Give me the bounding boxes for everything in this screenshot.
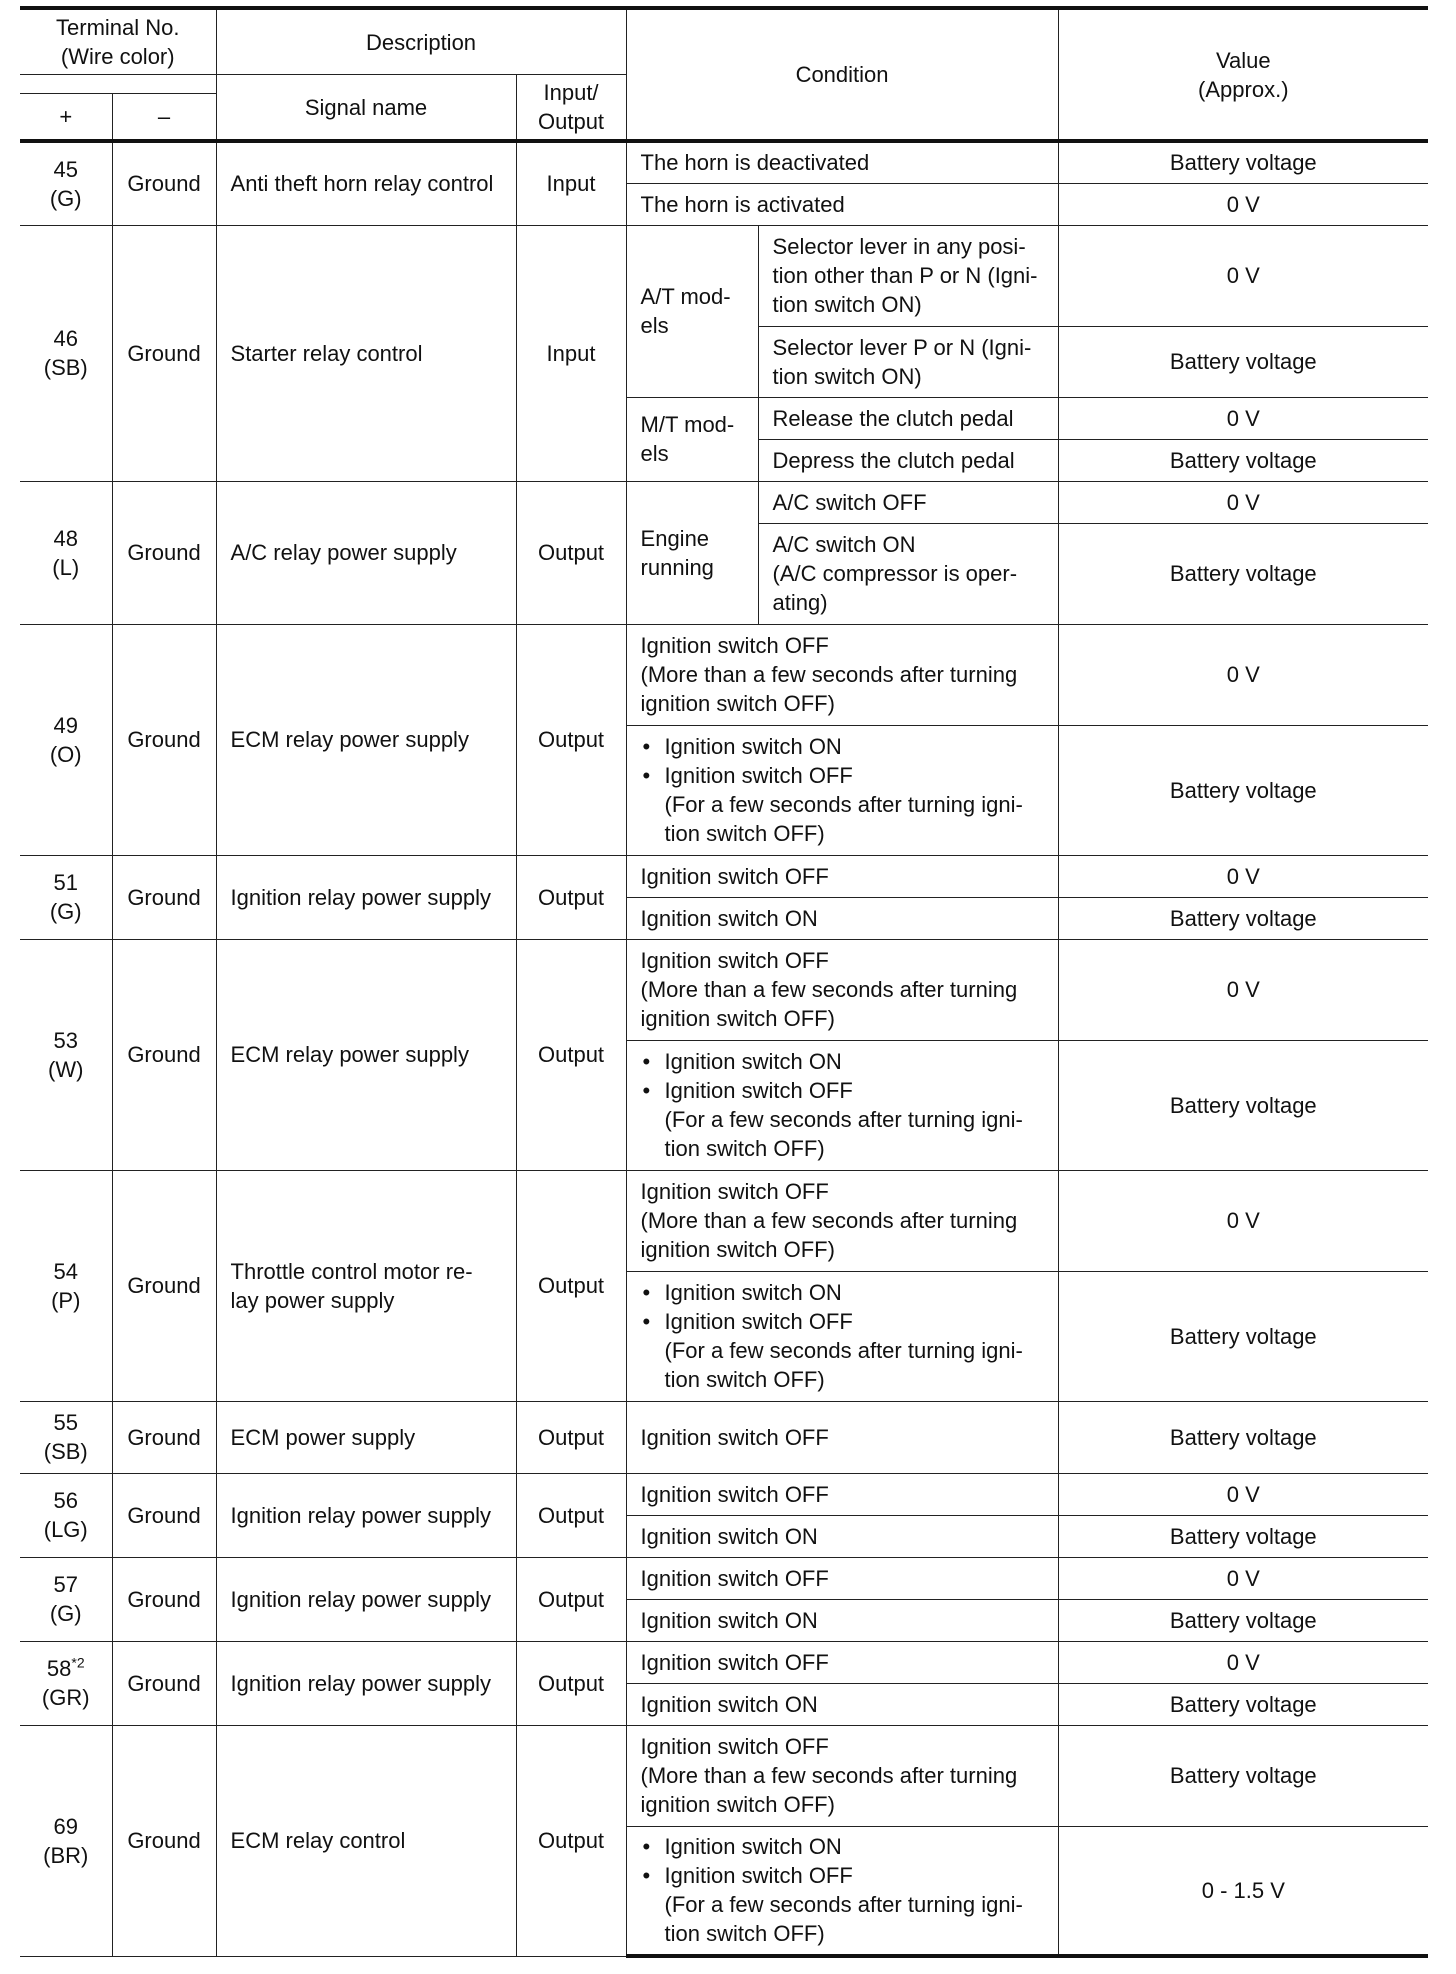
value-53-2: Battery voltage: [1058, 1040, 1428, 1170]
value-56-2: Battery voltage: [1058, 1515, 1428, 1557]
value-54-1: 0 V: [1058, 1170, 1428, 1271]
condition-46-mt-1: Release the clutch pedal: [758, 397, 1058, 439]
value-53-1: 0 V: [1058, 939, 1428, 1040]
terminal-49: 49 (O): [20, 624, 112, 855]
signal-51: Ignition relay power supply: [216, 855, 516, 939]
io-48: Output: [516, 481, 626, 624]
io-58: Output: [516, 1641, 626, 1725]
value-45-2: 0 V: [1058, 183, 1428, 225]
io-54: Output: [516, 1170, 626, 1401]
value-69-2: 0 - 1.5 V: [1058, 1826, 1428, 1956]
terminal-45: 45 (G): [20, 141, 112, 225]
value-46-2: Battery voltage: [1058, 326, 1428, 397]
mt-models-label: M/T mod- els: [626, 397, 758, 481]
condition-49-1: Ignition switch OFF (More than a few seconds after turning ignition switch OFF): [626, 624, 1058, 725]
condition-57-1: Ignition switch OFF: [626, 1557, 1058, 1599]
value-58-1: 0 V: [1058, 1641, 1428, 1683]
io-69: Output: [516, 1725, 626, 1956]
io-45: Input: [516, 141, 626, 225]
value-46-4: Battery voltage: [1058, 439, 1428, 481]
signal-69: ECM relay control: [216, 1725, 516, 1956]
condition-53-1: Ignition switch OFF (More than a few seconds after turning ignition switch OFF): [626, 939, 1058, 1040]
signal-58: Ignition relay power supply: [216, 1641, 516, 1725]
value-45-1: Battery voltage: [1058, 141, 1428, 183]
value-54-2: Battery voltage: [1058, 1271, 1428, 1401]
header-description: Description: [216, 8, 626, 75]
condition-56-2: Ignition switch ON: [626, 1515, 1058, 1557]
io-46: Input: [516, 225, 626, 481]
header-signal-name: Signal name: [216, 75, 516, 142]
header-condition: Condition: [626, 8, 1058, 141]
value-55-1: Battery voltage: [1058, 1401, 1428, 1473]
condition-48-1: A/C switch OFF: [758, 481, 1058, 523]
condition-45-2: The horn is activated: [626, 183, 1058, 225]
ground-58: Ground: [112, 1641, 216, 1725]
terminal-spec-table: [20, 6, 1428, 1958]
value-51-2: Battery voltage: [1058, 897, 1428, 939]
io-49: Output: [516, 624, 626, 855]
signal-55: ECM power supply: [216, 1401, 516, 1473]
terminal-48: 48 (L): [20, 481, 112, 624]
value-48-1: 0 V: [1058, 481, 1428, 523]
ground-69: Ground: [112, 1725, 216, 1956]
io-56: Output: [516, 1473, 626, 1557]
ground-49: Ground: [112, 624, 216, 855]
ground-51: Ground: [112, 855, 216, 939]
condition-53-2: • Ignition switch ON • Ignition switch OFF (For a few seconds after turning igni- tion switch OFF): [626, 1040, 1058, 1170]
terminal-58: 58$^{*2}$ (GR): [20, 1641, 112, 1725]
header-value: Value (Approx.): [1058, 8, 1428, 141]
signal-56: Ignition relay power supply: [216, 1473, 516, 1557]
ground-55: Ground: [112, 1401, 216, 1473]
signal-54: Throttle control motor re- lay power supply: [216, 1170, 516, 1401]
condition-54-2: • Ignition switch ON • Ignition switch OFF (For a few seconds after turning igni- tion switch OFF): [626, 1271, 1058, 1401]
value-46-3: 0 V: [1058, 397, 1428, 439]
header-input-output: Input/ Output: [516, 75, 626, 142]
ground-53: Ground: [112, 939, 216, 1170]
condition-57-2: Ignition switch ON: [626, 1599, 1058, 1641]
condition-46-at-2: Selector lever P or N (Igni- tion switch ON): [758, 326, 1058, 397]
value-51-1: 0 V: [1058, 855, 1428, 897]
header-terminal-no: Terminal No. (Wire color): [20, 8, 216, 75]
condition-56-1: Ignition switch OFF: [626, 1473, 1058, 1515]
value-46-1: 0 V: [1058, 225, 1428, 326]
terminal-56: 56 (LG): [20, 1473, 112, 1557]
condition-51-2: Ignition switch ON: [626, 897, 1058, 939]
terminal-51: 51 (G): [20, 855, 112, 939]
io-57: Output: [516, 1557, 626, 1641]
ground-57: Ground: [112, 1557, 216, 1641]
terminal-53: 53 (W): [20, 939, 112, 1170]
header-plus: +: [20, 94, 112, 142]
signal-49: ECM relay power supply: [216, 624, 516, 855]
condition-46-mt-2: Depress the clutch pedal: [758, 439, 1058, 481]
header-minus: –: [112, 94, 216, 142]
signal-48: A/C relay power supply: [216, 481, 516, 624]
condition-58-1: Ignition switch OFF: [626, 1641, 1058, 1683]
terminal-46: 46 (SB): [20, 225, 112, 481]
value-58-2: Battery voltage: [1058, 1683, 1428, 1725]
io-51: Output: [516, 855, 626, 939]
terminal-54: 54 (P): [20, 1170, 112, 1401]
value-69-1: Battery voltage: [1058, 1725, 1428, 1826]
condition-55-1: Ignition switch OFF: [626, 1401, 1058, 1473]
terminal-57: 57 (G): [20, 1557, 112, 1641]
signal-57: Ignition relay power supply: [216, 1557, 516, 1641]
engine-running-label: Engine running: [626, 481, 758, 624]
terminal-69: 69 (BR): [20, 1725, 112, 1956]
value-56-1: 0 V: [1058, 1473, 1428, 1515]
value-48-2: Battery voltage: [1058, 523, 1428, 624]
io-55: Output: [516, 1401, 626, 1473]
value-49-1: 0 V: [1058, 624, 1428, 725]
condition-58-2: Ignition switch ON: [626, 1683, 1058, 1725]
condition-51-1: Ignition switch OFF: [626, 855, 1058, 897]
signal-45: Anti theft horn relay control: [216, 141, 516, 225]
ground-45: Ground: [112, 141, 216, 225]
ground-48: Ground: [112, 481, 216, 624]
condition-45-1: The horn is deactivated: [626, 141, 1058, 183]
condition-69-2: • Ignition switch ON • Ignition switch OFF (For a few seconds after turning igni- tion switch OFF): [626, 1826, 1058, 1956]
signal-53: ECM relay power supply: [216, 939, 516, 1170]
condition-69-1: Ignition switch OFF (More than a few seconds after turning ignition switch OFF): [626, 1725, 1058, 1826]
condition-48-2: A/C switch ON (A/C compressor is oper- ating): [758, 523, 1058, 624]
value-57-1: 0 V: [1058, 1557, 1428, 1599]
condition-49-2: • Ignition switch ON • Ignition switch OFF (For a few seconds after turning igni- tion switch OFF): [626, 725, 1058, 855]
condition-54-1: Ignition switch OFF (More than a few seconds after turning ignition switch OFF): [626, 1170, 1058, 1271]
signal-46: Starter relay control: [216, 225, 516, 481]
ground-54: Ground: [112, 1170, 216, 1401]
terminal-55: 55 (SB): [20, 1401, 112, 1473]
condition-46-at-1: Selector lever in any posi- tion other than P or N (Igni- tion switch ON): [758, 225, 1058, 326]
header-terminal-spacer: [20, 75, 216, 94]
ground-46: Ground: [112, 225, 216, 481]
ground-56: Ground: [112, 1473, 216, 1557]
value-49-2: Battery voltage: [1058, 725, 1428, 855]
at-models-label: A/T mod- els: [626, 225, 758, 397]
value-57-2: Battery voltage: [1058, 1599, 1428, 1641]
io-53: Output: [516, 939, 626, 1170]
